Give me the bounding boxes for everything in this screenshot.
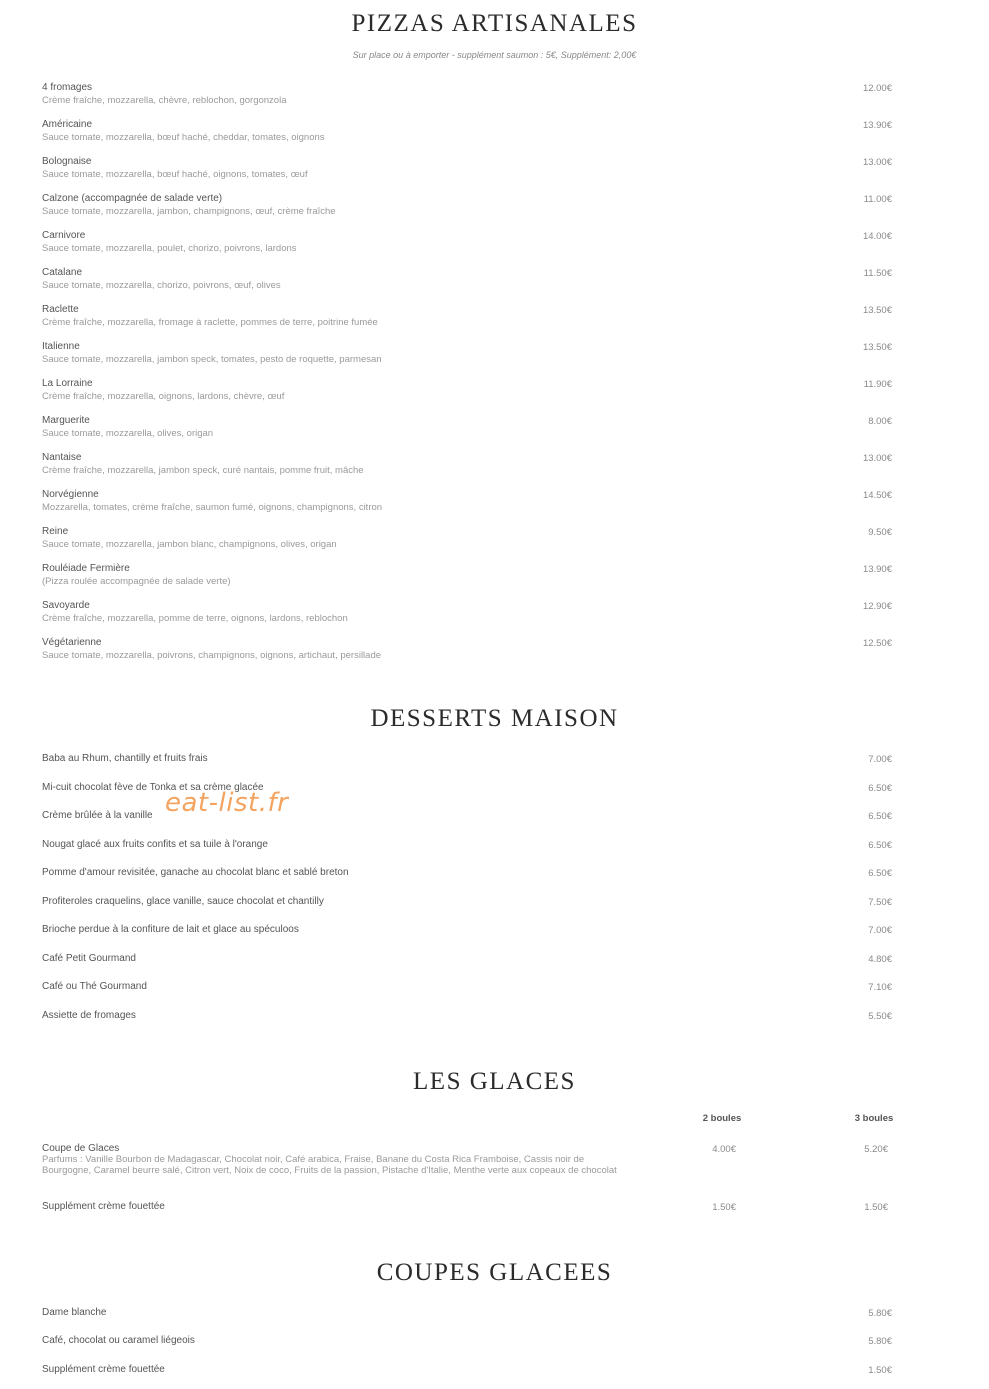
- item-name: La Lorraine: [42, 378, 93, 389]
- item-name: Café ou Thé Gourmand: [42, 981, 147, 992]
- item-name: Italienne: [42, 341, 80, 352]
- item-name: Coupe de Glaces: [42, 1143, 120, 1154]
- item-name: Baba au Rhum, chantilly et fruits frais: [42, 753, 208, 764]
- item-name: Rouléiade Fermière: [42, 563, 130, 574]
- watermark: eat-list.fr: [165, 788, 289, 818]
- menu-item: [42, 451, 892, 477]
- item-price-3-boules: 5.20€: [864, 1144, 888, 1155]
- item-price: 7.00€: [868, 754, 892, 765]
- menu-item: [42, 1009, 892, 1022]
- menu-item: [42, 488, 892, 514]
- menu-item: [42, 118, 892, 144]
- menu-item: [42, 266, 892, 292]
- item-description: Sauce tomate, mozzarella, poulet, chorizo, poivrons, lardons: [42, 243, 297, 254]
- coupes-title: COUPES GLACEES: [376, 1259, 613, 1286]
- item-price: 5.50€: [868, 1011, 892, 1022]
- item-description: Sauce tomate, mozzarella, chorizo, poivrons, œuf, olives: [42, 280, 281, 291]
- item-name: Pomme d'amour revisitée, ganache au chocolat blanc et sablé breton: [42, 867, 349, 878]
- item-price: 13.50€: [862, 305, 892, 316]
- item-description: Crème fraîche, mozzarella, fromage à raclette, pommes de terre, poitrine fumée: [42, 317, 378, 328]
- item-description: Sauce tomate, mozzarella, olives, origan: [42, 428, 214, 439]
- menu-item: [42, 980, 892, 993]
- item-price: 6.50€: [868, 783, 892, 794]
- item-price: 7.50€: [868, 897, 892, 908]
- menu-item: [42, 1363, 892, 1376]
- item-name: Mi-cuit chocolat fève de Tonka et sa crème glacée: [42, 782, 264, 793]
- item-price: 6.50€: [868, 840, 892, 851]
- item-price: 6.50€: [868, 811, 892, 822]
- item-name: Dame blanche: [42, 1307, 107, 1318]
- glaces-title: LES GLACES: [413, 1068, 576, 1095]
- item-description: Sauce tomate, mozzarella, jambon speck, tomates, pesto de roquette, parmesan: [42, 354, 382, 365]
- item-name: Raclette: [42, 304, 79, 315]
- item-price: 12.00€: [862, 83, 892, 94]
- item-name: Nougat glacé aux fruits confits et sa tuile à l'orange: [42, 839, 268, 850]
- item-price: 13.00€: [862, 157, 892, 168]
- menu-item: [42, 525, 892, 551]
- item-name: Catalane: [42, 267, 83, 278]
- item-price: 7.10€: [868, 982, 892, 993]
- item-name: Assiette de fromages: [42, 1010, 136, 1021]
- item-name: Savoyarde: [42, 600, 90, 611]
- menu-item: [42, 895, 892, 908]
- item-name: Profiteroles craquelins, glace vanille, sauce chocolat et chantilly: [42, 896, 324, 907]
- menu-item: [42, 752, 892, 765]
- item-name: Américaine: [42, 119, 93, 130]
- item-name: Calzone (accompagnée de salade verte): [42, 193, 223, 204]
- item-price: 13.90€: [862, 564, 892, 575]
- item-name: Crème brûlée à la vanille: [42, 810, 153, 821]
- item-description: Sauce tomate, mozzarella, jambon blanc, champignons, olives, origan: [42, 539, 337, 550]
- item-name: Nantaise: [42, 452, 82, 463]
- item-description: Crème fraîche, mozzarella, chèvre, reblochon, gorgonzola: [42, 95, 287, 106]
- item-price: 11.00€: [863, 194, 892, 205]
- item-description: Sauce tomate, mozzarella, bœuf haché, oignons, tomates, œuf: [42, 169, 308, 180]
- item-price-2-boules: 1.50€: [712, 1202, 736, 1213]
- item-description: Crème fraîche, mozzarella, pomme de terre, oignons, lardons, reblochon: [42, 613, 348, 624]
- menu-item: [42, 636, 892, 662]
- item-price: 1.50€: [868, 1365, 892, 1376]
- item-name: Bolognaise: [42, 156, 92, 167]
- menu-item: [42, 192, 892, 218]
- menu-item: [42, 838, 892, 851]
- menu-item: [42, 1334, 892, 1347]
- item-price: 4.80€: [868, 954, 892, 965]
- menu-item: [42, 377, 892, 403]
- item-price: 14.00€: [862, 231, 892, 242]
- item-name: Café, chocolat ou caramel liégeois: [42, 1335, 195, 1346]
- item-price: 6.50€: [868, 868, 892, 879]
- menu-item: [42, 1142, 892, 1176]
- item-name: Brioche perdue à la confiture de lait et glace au spéculoos: [42, 924, 299, 935]
- item-price: 5.80€: [868, 1308, 892, 1319]
- item-description: Sauce tomate, mozzarella, bœuf haché, cheddar, tomates, oignons: [42, 132, 325, 143]
- column-header-2-boules: 2 boules: [702, 1113, 742, 1124]
- menu-item: [42, 1200, 892, 1213]
- menu-item: [42, 229, 892, 255]
- item-name: Café Petit Gourmand: [42, 953, 136, 964]
- item-description: (Pizza roulée accompagnée de salade verte): [42, 576, 231, 587]
- desserts-title: DESSERTS MAISON: [370, 705, 619, 732]
- item-description: Parfums : Vanille Bourbon de Madagascar, Chocolat noir, Café arabica, Fraise, Banane du Costa Rica Framboise, Cassis noir de Bourgogne, Caramel beurre salé, Citron vert, Noix de coco, Fruits de la passion, Pistache d'Italie, Menthe verte aux copeaux de chocolat: [42, 1154, 617, 1176]
- pizzas-title: PIZZAS ARTISANALES: [351, 10, 638, 37]
- menu-item: [42, 155, 892, 181]
- item-price-3-boules: 1.50€: [864, 1202, 888, 1213]
- item-price: 11.90€: [863, 379, 892, 390]
- menu-item: [42, 340, 892, 366]
- menu-item: [42, 923, 892, 936]
- menu-item: [42, 1306, 892, 1319]
- item-price: 7.00€: [868, 925, 892, 936]
- item-price: 9.50€: [868, 527, 892, 538]
- menu-item: [42, 866, 892, 879]
- menu-item: [42, 414, 892, 440]
- item-description: Crème fraîche, mozzarella, jambon speck, curé nantais, pomme fruit, mâche: [42, 465, 364, 476]
- menu-item: [42, 303, 892, 329]
- item-price: 14.50€: [862, 490, 892, 501]
- item-price: 11.50€: [863, 268, 892, 279]
- item-name: Végétarienne: [42, 637, 102, 648]
- item-name: Reine: [42, 526, 69, 537]
- item-description: Sauce tomate, mozzarella, jambon, champignons, œuf, crème fraîche: [42, 206, 336, 217]
- item-description: Sauce tomate, mozzarella, poivrons, champignons, oignons, artichaut, persillade: [42, 650, 382, 661]
- menu-item: [42, 562, 892, 588]
- item-price: 13.90€: [862, 120, 892, 131]
- item-price-2-boules: 4.00€: [712, 1144, 736, 1155]
- item-name: Supplément crème fouettée: [42, 1364, 165, 1375]
- item-price: 5.80€: [868, 1336, 892, 1347]
- item-name: Supplément crème fouettée: [42, 1201, 165, 1212]
- menu-item: [42, 81, 892, 107]
- menu-item: [42, 952, 892, 965]
- item-name: Marguerite: [42, 415, 90, 426]
- item-price: 8.00€: [868, 416, 892, 427]
- item-price: 13.00€: [862, 453, 892, 464]
- item-price: 12.50€: [862, 638, 892, 649]
- item-name: Carnivore: [42, 230, 86, 241]
- pizzas-subtitle: Sur place ou à emporter - supplément saumon : 5€, Supplément: 2,00€: [352, 50, 637, 60]
- item-name: Norvégienne: [42, 489, 99, 500]
- item-name: 4 fromages: [42, 82, 93, 93]
- item-description: Mozzarella, tomates, crème fraîche, saumon fumé, oignons, champignons, citron: [42, 502, 383, 513]
- item-price: 13.50€: [862, 342, 892, 353]
- item-description: Crème fraîche, mozzarella, oignons, lardons, chèvre, œuf: [42, 391, 285, 402]
- item-price: 12.90€: [862, 601, 892, 612]
- menu-item: [42, 599, 892, 625]
- column-header-3-boules: 3 boules: [854, 1113, 894, 1124]
